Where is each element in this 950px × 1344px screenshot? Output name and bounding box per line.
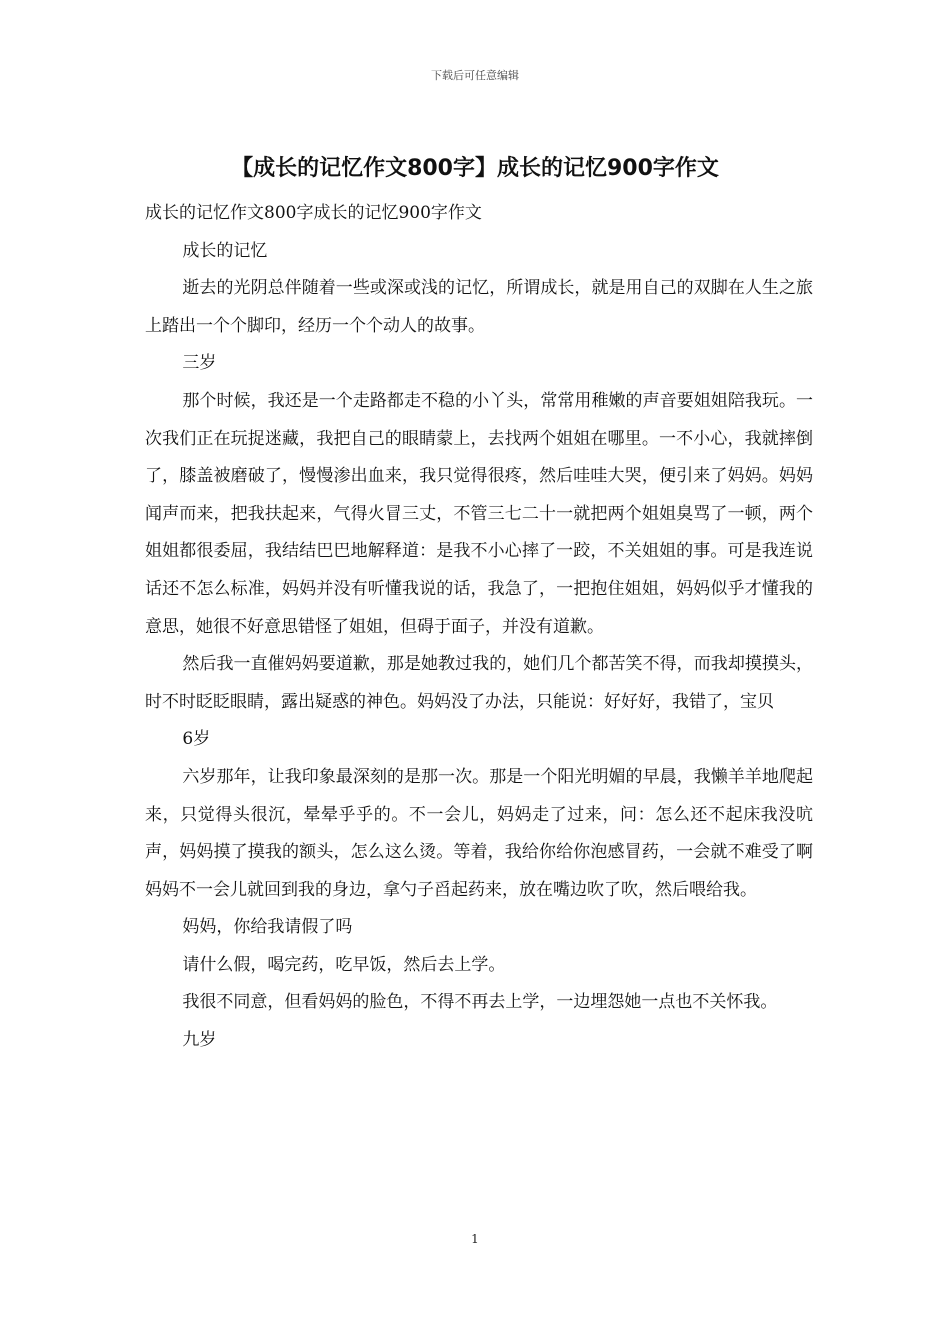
header-note: 下载后可任意编辑 (431, 69, 519, 82)
paragraph: 逝去的光阴总伴随着一些或深或浅的记忆，所谓成长，就是用自己的双脚在人生之旅上踏出一个个脚印，经历一个个动人的故事。 (145, 278, 813, 336)
page-number: 1 (471, 1232, 479, 1246)
paragraph: 三岁 (182, 353, 217, 374)
paragraph: 6岁 (182, 729, 211, 750)
paragraph: 请什么假，喝完药，吃早饭，然后去上学。 (182, 954, 506, 975)
document-title: 【成长的记忆作文800字】成长的记忆900字作文 (231, 156, 719, 181)
paragraph: 那个时候，我还是一个走路都走不稳的小丫头，常常用稚嫩的声音要姐姐陪我玩。一次我们正在玩捉迷藏，我把自己的眼睛蒙上，去找两个姐姐在哪里。一不小心，我就摔倒了，膝盖被磨破了，慢慢渗出血来，我只觉得很疼，然后哇哇大哭，便引来了妈妈。妈妈闻声而来，把我扶起来，气得火冒三丈，不管三七二十一就把两个姐姐臭骂了一顿，两个姐姐都很委屈，我结结巴巴地解释道：是我不小心摔了一跤，不关姐姐的事。可是我连说话还不怎么标准，妈妈并没有听懂我说的话，我急了，一把抱住姐姐，妈妈似乎才懂我的意思，她很不好意思错怪了姐姐，但碍于面子，并没有道歉。 (145, 390, 813, 637)
paragraph: 成长的记忆 (182, 240, 268, 261)
document-body (145, 195, 813, 1060)
paragraph: 六岁那年，让我印象最深刻的是那一次。那是一个阳光明媚的早晨，我懒羊羊地爬起来，只觉得头很沉，晕晕乎乎的。不一会儿，妈妈走了过来，问：怎么还不起床我没吭声，妈妈摸了摸我的额头，怎么这么烫。等着，我给你给你泡感冒药，一会就不难受了啊妈妈不一会儿就回到我的身边，拿勺子舀起药来，放在嘴边吹了吹，然后喂给我。 (145, 766, 813, 900)
paragraph: 九岁 (182, 1030, 217, 1051)
paragraph: 我很不同意，但看妈妈的脸色，不得不再去上学，一边埋怨她一点也不关怀我。 (182, 992, 778, 1013)
paragraph: 然后我一直催妈妈要道歉，那是她教过我的，她们几个都苦笑不得，而我却摸摸头，时不时眨眨眼睛，露出疑惑的神色。妈妈没了办法，只能说：好好好，我错了，宝贝 (145, 654, 813, 712)
document-subtitle: 成长的记忆作文800字成长的记忆900字作文 (145, 203, 482, 223)
paragraph: 妈妈，你给我请假了吗 (182, 917, 353, 938)
